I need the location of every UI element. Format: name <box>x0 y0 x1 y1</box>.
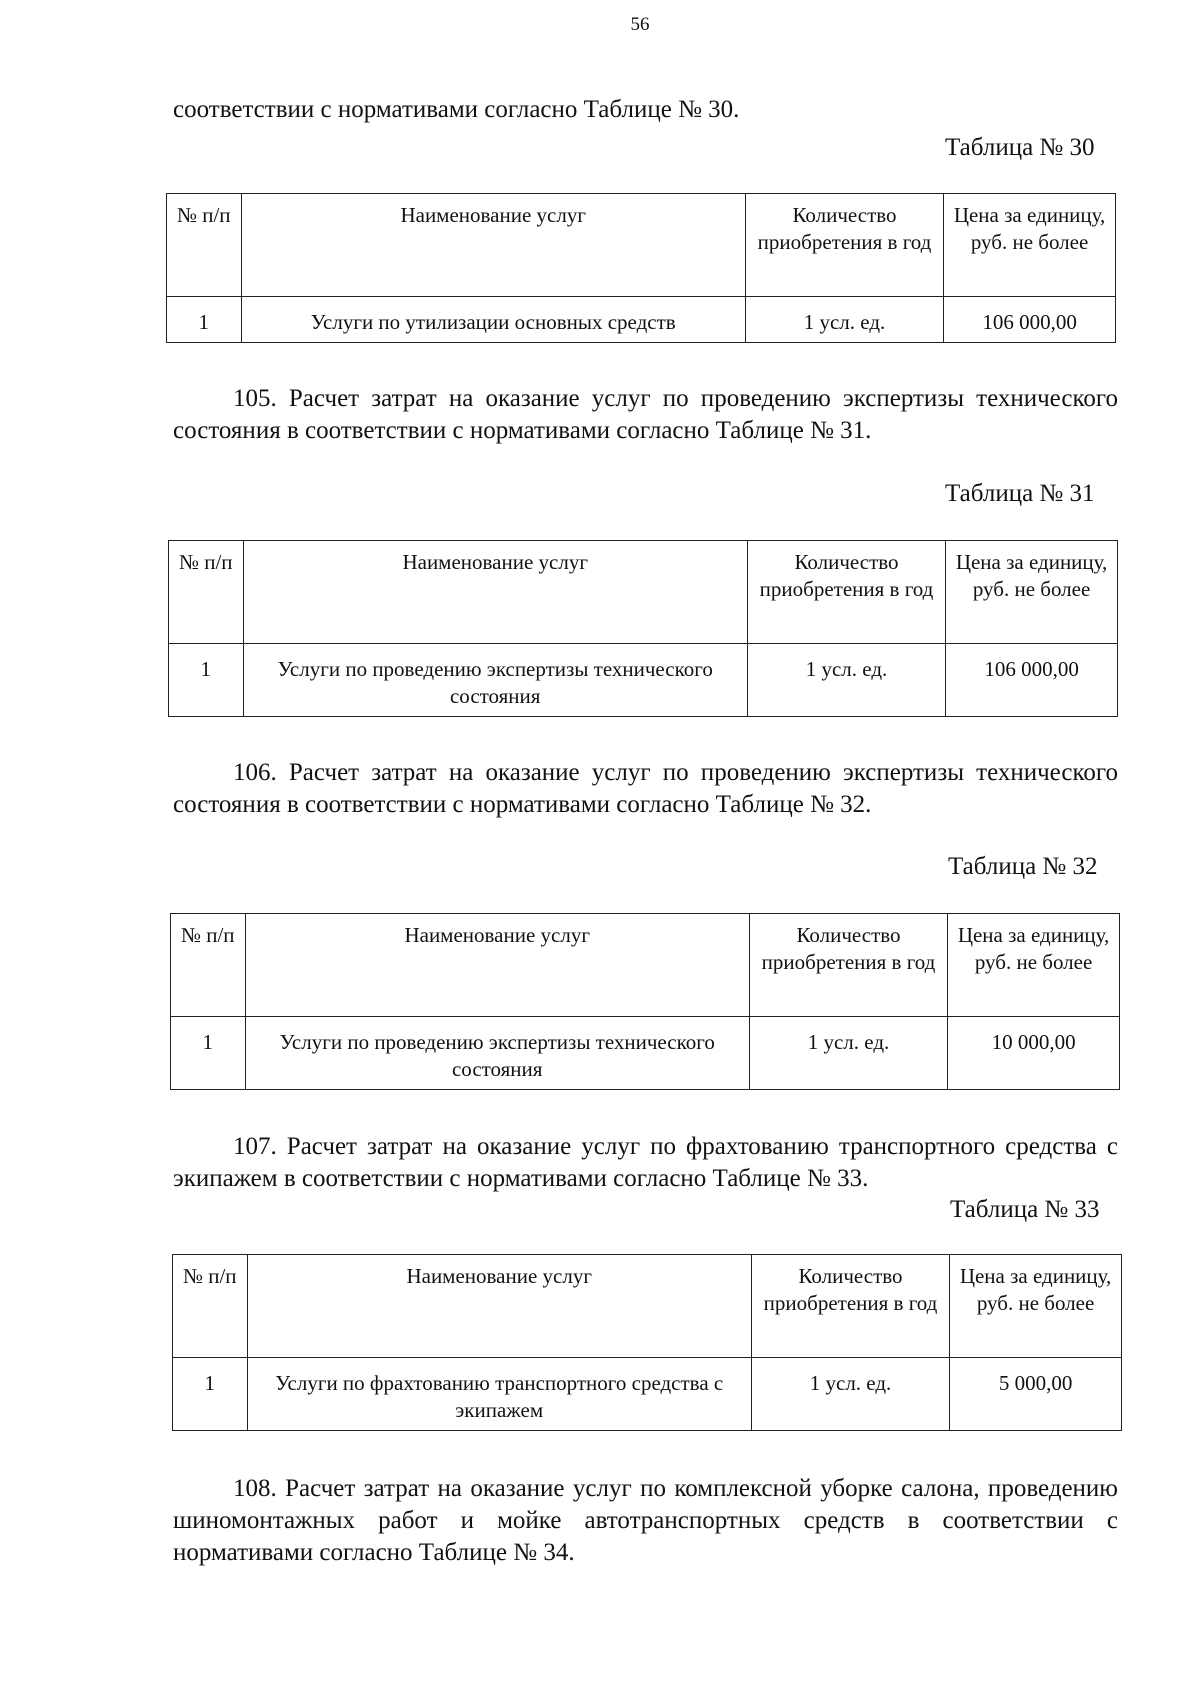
services-table-33 <box>172 1254 1122 1431</box>
paragraph-106: 106. Расчет затрат на оказание услуг по проведению экспертизы технического состояния в соответствии с нормативами согласно Таблице № 32. <box>173 759 1118 818</box>
services-table-30 <box>166 193 1116 343</box>
cell-name: Услуги по фрахтованию транспортного средства с экипажем <box>247 1358 751 1431</box>
header-name: Наименование услуг <box>245 914 749 1017</box>
cell-num: 1 <box>171 1017 246 1090</box>
intro-paragraph: соответствии с нормативами согласно Таблице № 30. <box>173 96 740 123</box>
services-table-32 <box>170 913 1120 1090</box>
cell-price: 106 000,00 <box>944 297 1116 343</box>
header-price: Цена за единицу, руб. не более <box>946 541 1118 644</box>
cell-name: Услуги по проведению экспертизы технического состояния <box>243 644 747 717</box>
table-caption-33: Таблица № 33 <box>950 1196 1100 1223</box>
table-header-row <box>167 194 1116 297</box>
header-name: Наименование услуг <box>241 194 745 297</box>
header-qty: Количество приобретения в год <box>749 914 947 1017</box>
cell-num: 1 <box>167 297 242 343</box>
cell-price: 106 000,00 <box>946 644 1118 717</box>
paragraph-105: 105. Расчет затрат на оказание услуг по проведению экспертизы технического состояния в соответствии с нормативами согласно Таблице № 31. <box>173 385 1118 444</box>
header-price: Цена за единицу, руб. не более <box>948 914 1120 1017</box>
table-caption-30: Таблица № 30 <box>945 134 1095 161</box>
services-table-31 <box>168 540 1118 717</box>
table-row <box>169 644 1118 717</box>
header-num: № п/п <box>173 1255 248 1358</box>
header-num: № п/п <box>171 914 246 1017</box>
header-num: № п/п <box>167 194 242 297</box>
header-name: Наименование услуг <box>243 541 747 644</box>
header-num: № п/п <box>169 541 244 644</box>
cell-name: Услуги по проведению экспертизы технического состояния <box>245 1017 749 1090</box>
table-header-row <box>169 541 1118 644</box>
header-name: Наименование услуг <box>247 1255 751 1358</box>
table-caption-32: Таблица № 32 <box>948 853 1098 880</box>
header-price: Цена за единицу, руб. не более <box>944 194 1116 297</box>
page-number: 56 <box>630 14 650 35</box>
table-caption-31: Таблица № 31 <box>945 480 1095 507</box>
header-price: Цена за единицу, руб. не более <box>950 1255 1122 1358</box>
cell-qty: 1 усл. ед. <box>749 1017 947 1090</box>
header-qty: Количество приобретения в год <box>747 541 945 644</box>
paragraph-107: 107. Расчет затрат на оказание услуг по фрахтованию транспортного средства с экипажем в соответствии с нормативами согласно Таблице № 33. <box>173 1133 1118 1192</box>
paragraph-108: 108. Расчет затрат на оказание услуг по комплексной уборке салона, проведению шиномонтажных работ и мойке автотранспортных средств в соответствии с нормативами согласно Таблице № 34. <box>173 1475 1118 1566</box>
table-row <box>171 1017 1120 1090</box>
header-qty: Количество приобретения в год <box>751 1255 949 1358</box>
table-row <box>167 297 1116 343</box>
cell-num: 1 <box>173 1358 248 1431</box>
cell-name: Услуги по утилизации основных средств <box>241 297 745 343</box>
cell-price: 10 000,00 <box>948 1017 1120 1090</box>
cell-qty: 1 усл. ед. <box>745 297 943 343</box>
cell-qty: 1 усл. ед. <box>751 1358 949 1431</box>
cell-num: 1 <box>169 644 244 717</box>
cell-price: 5 000,00 <box>950 1358 1122 1431</box>
cell-qty: 1 усл. ед. <box>747 644 945 717</box>
header-qty: Количество приобретения в год <box>745 194 943 297</box>
table-row <box>173 1358 1122 1431</box>
table-header-row <box>173 1255 1122 1358</box>
table-header-row <box>171 914 1120 1017</box>
